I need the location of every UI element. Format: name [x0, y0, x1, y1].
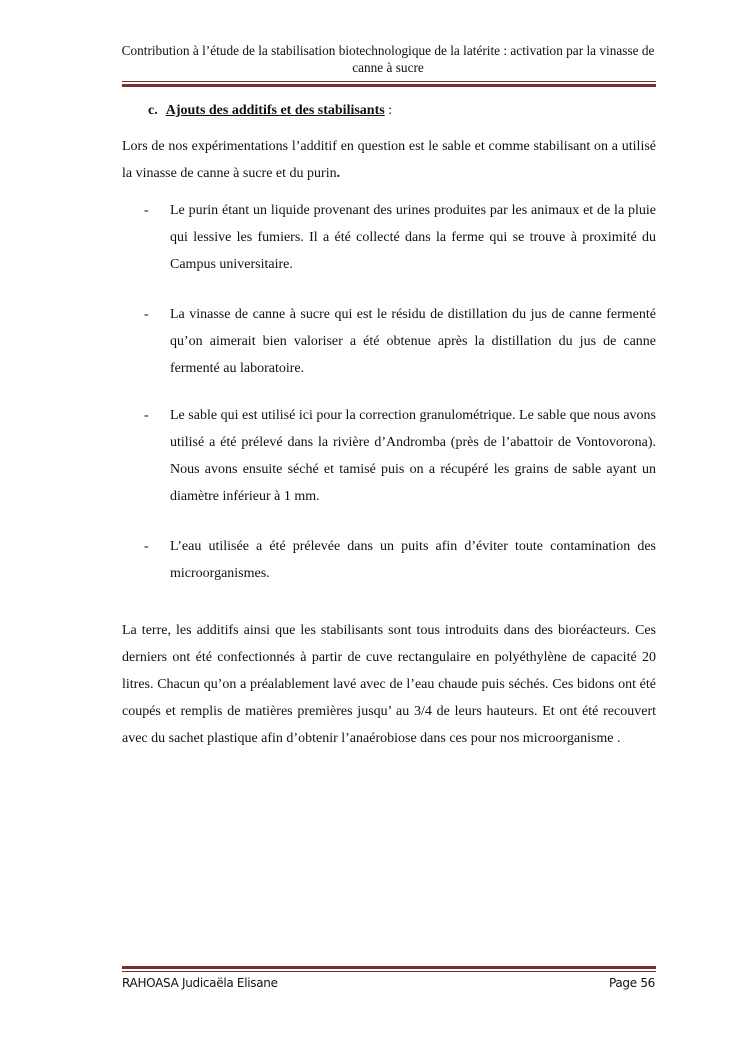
running-header-title: Contribution à l’étude de la stabilisation biotechnologique de la latérite : activation par la vinasse de canne à sucre: [121, 43, 655, 75]
list-item: [122, 402, 656, 510]
bullet-text: Le purin étant un liquide provenant des urines produites par les animaux et de la pluie qui lessive les fumiers. Il a été collecté dans la ferme qui se trouve à proximité du Campus universitaire.: [170, 203, 656, 272]
body-paragraph: La terre, les additifs ainsi que les stabilisants sont tous introduits dans des bioréacteurs. Ces derniers ont été confectionnés à partir de cuve rectangulaire en polyéthylène de capacité 20 litres. Chacun qu’on a préalablement lavé avec de l’eau chaude puis séchés. Ces bidons ont été coupés et remplis de matières premières jusqu’ au 3/4 de leurs hauteurs. Et ont été recouvert avec du sachet plastique afin d’obtenir l’anaérobiose dans ces pour nos microorganisme .: [122, 623, 656, 746]
bullet-text: Le sable qui est utilisé ici pour la correction granulométrique. Le sable que nous avons utilisé a été prélevé dans la rivière d’Andromba (près de l’abattoir de Vontovorona). Nous avons ensuite séché et tamisé puis on a récupéré les grains de sable ayant un diamètre inférieur à 1 mm.: [170, 408, 656, 504]
section-suffix: :: [384, 103, 393, 118]
intro-text: Lors de nos expérimentations l’additif en question est le sable et comme stabilisant on a utilisé la vinasse de canne à sucre et du purin: [122, 139, 656, 181]
footer-rule-thick: [122, 966, 656, 969]
list-item: [122, 301, 656, 382]
bullet-text: L’eau utilisée a été prélevée dans un puits afin d’éviter toute contamination des microorganismes.: [170, 539, 656, 581]
footer-rule-thin: [122, 971, 656, 972]
section-letter: c.: [148, 103, 158, 118]
footer-author: RAHOASA Judicaëla Elisane: [122, 976, 278, 990]
bullet-dash: -: [144, 307, 149, 322]
intro-end: .: [336, 166, 341, 181]
header-rule-thick: [122, 84, 656, 87]
header-rule-thin: [122, 81, 656, 82]
intro-paragraph: [122, 133, 656, 187]
bullet-dash: -: [144, 539, 149, 554]
footer-page-number: Page 56: [608, 976, 655, 990]
list-item: [122, 533, 656, 587]
bullet-dash: -: [144, 408, 149, 423]
bullet-text: La vinasse de canne à sucre qui est le résidu de distillation du jus de canne fermenté qu’on aimerait bien valoriser a été obtenue après la distillation du jus de canne fermenté au laboratoire.: [170, 307, 656, 376]
list-item: [122, 197, 656, 278]
bullet-dash: -: [144, 203, 149, 218]
section-heading: [148, 102, 392, 120]
section-title: Ajouts des additifs et des stabilisants: [165, 103, 385, 118]
